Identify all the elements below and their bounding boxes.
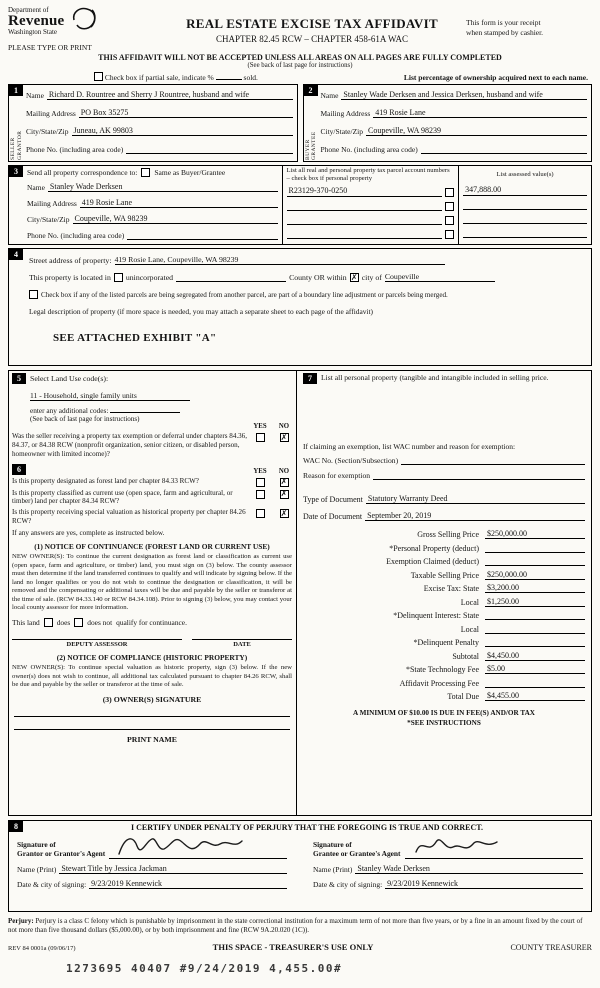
please-type-label: PLEASE TYPE OR PRINT bbox=[8, 43, 92, 52]
treasurer-space-label: THIS SPACE - TREASURER'S USE ONLY bbox=[212, 942, 374, 953]
parcel-numbers-column bbox=[283, 166, 460, 244]
affidavit-processing-fee-field[interactable] bbox=[485, 678, 585, 688]
seller-mailing-label: Mailing Address bbox=[26, 109, 76, 118]
q1-yes-checkbox[interactable] bbox=[256, 478, 265, 487]
q1-no-checkbox[interactable]: ✗ bbox=[280, 477, 288, 487]
street-address-label: Street address of property: bbox=[29, 256, 112, 265]
buyer-mailing-field[interactable]: 419 Rosie Lane bbox=[373, 108, 587, 118]
grantor-date-field[interactable]: 9/23/2019 Kennewick bbox=[89, 879, 287, 889]
print-name-label: PRINT NAME bbox=[127, 734, 177, 744]
parcel-4-personal-checkbox[interactable] bbox=[445, 230, 454, 239]
see-instructions-note: *SEE INSTRUCTIONS bbox=[407, 719, 481, 727]
fin-row-exemption: Exemption Claimed (deduct) bbox=[303, 556, 585, 566]
street-address-field[interactable]: 419 Rosie Lane, Coupeville, WA 98239 bbox=[115, 255, 445, 265]
grantor-signature-field[interactable] bbox=[109, 835, 287, 859]
grantee-name-print-field[interactable]: Stanley Wade Derksen bbox=[355, 864, 583, 874]
legal-description-label: Legal description of property (if more space is needed, you may attach a separate sheet to each page of the affidavit) bbox=[29, 307, 373, 316]
assessed-field-1[interactable]: 347,888.00 bbox=[463, 185, 587, 196]
grantor-certification: Signature of Grantor or Grantor's Agent Name (Print) Stewart Title by Jessica Jackman Date & city of signing: 9/23/2019 Kennewick bbox=[17, 835, 287, 889]
seller-grantor-rail: SELLER GRANTOR bbox=[10, 130, 23, 160]
receipt-note: This form is your receipt when stamped by cashier. bbox=[466, 18, 544, 37]
section-7-tab: 7 bbox=[303, 373, 317, 384]
fin-row-delinq-interest-state: *Delinquent Interest: State bbox=[303, 610, 585, 620]
section-6-tab: 6 bbox=[12, 464, 26, 475]
fin-row-excise-state: Excise Tax: State $3,200.00 bbox=[303, 583, 585, 593]
seller-phone-field[interactable] bbox=[126, 144, 292, 154]
s6-yes-no-header: YES NO bbox=[253, 467, 290, 475]
fin-row-personal: *Personal Property (deduct) bbox=[303, 543, 585, 553]
grantee-signature-field[interactable] bbox=[405, 835, 583, 859]
s5-question-text: Was the seller receiving a property tax exemption or deferral under chapters 84.36, 84.37, or 84.38 RCW (nonprofit organization, senior citizen, or disabled person, homeowner with limited income)? bbox=[12, 432, 248, 458]
grantee-date-label: Date & city of signing: bbox=[313, 880, 383, 889]
property-location-section bbox=[8, 248, 592, 366]
taxable-selling-price-field[interactable]: $250,000.00 bbox=[485, 570, 585, 580]
corr-mailing-label: Mailing Address bbox=[27, 199, 77, 208]
corr-phone-field[interactable] bbox=[127, 230, 277, 240]
exemption-claimed-field[interactable] bbox=[485, 556, 585, 566]
delinq-interest-state-field[interactable] bbox=[485, 610, 585, 620]
buyer-phone-label: Phone No. (including area code) bbox=[320, 145, 418, 154]
see-back-note: (See back of last page for instructions) bbox=[247, 62, 353, 69]
owner-signature-line-2[interactable] bbox=[14, 717, 290, 730]
grantor-signature bbox=[115, 832, 245, 862]
city-of-label: city of bbox=[361, 273, 382, 282]
section-1-tab: 1 bbox=[9, 85, 23, 96]
doc-type-label: Type of Document bbox=[303, 495, 363, 504]
personal-property-deduct-field[interactable] bbox=[485, 543, 585, 553]
corr-name-label: Name bbox=[27, 183, 45, 192]
footer-row bbox=[8, 942, 592, 952]
land-use-code-field[interactable]: 11 - Household, single family units bbox=[30, 391, 190, 401]
continuance-line: This land does does not qualify for continuance. bbox=[12, 618, 187, 628]
certify-statement: I CERTIFY UNDER PENALTY OF PERJURY THAT THE FOREGOING IS TRUE AND CORRECT. bbox=[130, 823, 483, 832]
city-checkbox[interactable]: ✗ bbox=[350, 272, 358, 282]
county-field[interactable] bbox=[176, 273, 286, 282]
perjury-notice bbox=[8, 917, 592, 935]
deputy-assessor-signature-line[interactable] bbox=[12, 639, 182, 640]
assessed-field-2[interactable] bbox=[463, 199, 587, 210]
buyer-citystatezip-field[interactable]: Coupeville, WA 98239 bbox=[366, 126, 587, 136]
corr-citystatezip-label: City/State/Zip bbox=[27, 215, 70, 224]
fin-row-delinq-interest-local: Local bbox=[303, 624, 585, 634]
dor-swoosh-icon bbox=[68, 6, 98, 37]
s6-q2-text: Is this property classified as current use (open space, farm and agricultural, or timber) land per chapter 84.34 RCW? bbox=[12, 488, 233, 506]
q2-no-checkbox[interactable]: ✗ bbox=[280, 489, 288, 499]
assessed-values-column bbox=[459, 166, 591, 244]
dor-logo bbox=[8, 6, 166, 52]
header bbox=[8, 6, 592, 52]
fin-row-delinq-penalty: *Delinquent Penalty bbox=[303, 637, 585, 647]
exhibit-a-text: SEE ATTACHED EXHIBIT "A" bbox=[53, 332, 217, 344]
gross-selling-price-field[interactable]: $250,000.00 bbox=[485, 529, 585, 539]
grantee-date-field[interactable]: 9/23/2019 Kennewick bbox=[385, 879, 583, 889]
county-treasurer-label: COUNTY TREASURER bbox=[510, 943, 592, 953]
county-or-label: County OR within bbox=[289, 273, 347, 282]
city-field[interactable]: Coupeville bbox=[385, 272, 495, 282]
parcel-1-personal-checkbox[interactable] bbox=[445, 188, 454, 197]
tax-column bbox=[297, 371, 591, 815]
parcel-field-3[interactable] bbox=[287, 214, 443, 225]
personal-property-label: List all personal property (tangible and intangible included in selling price. bbox=[321, 373, 549, 382]
q3-no-checkbox[interactable]: ✗ bbox=[280, 508, 288, 518]
segregated-checkbox[interactable] bbox=[29, 290, 38, 299]
seller-citystatezip-field[interactable]: Juneau, AK 99803 bbox=[72, 126, 293, 136]
excise-state-field[interactable]: $3,200.00 bbox=[485, 583, 585, 593]
cashier-stamp: 1273695 40407 #9/24/2019 4,455.00# bbox=[66, 962, 343, 976]
seller-phone-label: Phone No. (including area code) bbox=[26, 145, 124, 154]
deputy-date-line[interactable] bbox=[192, 639, 292, 640]
s5-see-back: (See back of last page for instructions) bbox=[30, 415, 140, 423]
parcel-field-1[interactable]: R23129-370-0250 bbox=[287, 186, 443, 197]
additional-codes-label: enter any additional codes: bbox=[30, 406, 109, 415]
segregated-label: Check box if any of the listed parcels are being segregated from another parcel, are part of a boundary line adjustment or parcels being merged. bbox=[41, 291, 448, 299]
send-correspondence-label: Send all property correspondence to: bbox=[27, 168, 138, 177]
seller-name-field[interactable]: Richard D. Rountree and Sherry J Rountree, husband and wife bbox=[47, 90, 293, 100]
corr-mailing-field[interactable]: 419 Rosie Lane bbox=[80, 198, 278, 208]
land-use-label: Select Land Use code(s): bbox=[30, 374, 109, 383]
s6-q1-text: Is this property designated as forest land per chapter 84.33 RCW? bbox=[12, 476, 199, 485]
assessed-header: List assessed value(s) bbox=[496, 171, 554, 178]
grantor-name-print-label: Name (Print) bbox=[17, 865, 57, 874]
deputy-assessor-label: DEPUTY ASSESSOR bbox=[66, 641, 128, 649]
fin-row-total-due: Total Due $4,455.00 bbox=[303, 691, 585, 701]
seller-name-label: Name bbox=[26, 91, 44, 100]
s5-exemption-question-row bbox=[12, 432, 292, 459]
seller-citystatezip-label: City/State/Zip bbox=[26, 127, 69, 136]
partial-sale-label: Check box if partial sale, indicate % bbox=[104, 73, 214, 82]
section-2-tab: 2 bbox=[304, 85, 318, 96]
chapter-line: CHAPTER 82.45 RCW – CHAPTER 458-61A WAC bbox=[216, 34, 408, 44]
exemption-claim-label: If claiming an exemption, list WAC number and reason for exemption: bbox=[303, 442, 516, 451]
notice2-body: NEW OWNER(S): To continue special valuation as historic property, sign (3) below. If the new owner(s) does not wish to continue, all additional tax calculated pursuant to chapter 84.26 RCW, shall be due and payable by the seller or transferor at the time of sale. bbox=[12, 664, 292, 689]
grantee-certification: Signature of Grantee or Grantee's Agent Name (Print) Stanley Wade Derksen Date & city of signing: 9/23/2019 Kennewick bbox=[313, 835, 583, 889]
fin-row-processing-fee: Affidavit Processing Fee bbox=[303, 678, 585, 688]
doc-date-field[interactable]: September 20, 2019 bbox=[365, 511, 585, 521]
form-number: REV 84 0001a (09/06/17) bbox=[8, 945, 76, 953]
assessed-field-3[interactable] bbox=[463, 213, 587, 224]
wac-field[interactable] bbox=[401, 455, 585, 465]
form-title: REAL ESTATE EXCISE TAX AFFIDAVIT bbox=[186, 16, 438, 31]
section-3-tab: 3 bbox=[9, 166, 23, 177]
grantor-date-label: Date & city of signing: bbox=[17, 880, 87, 889]
fin-row-subtotal: Subtotal $4,450.00 bbox=[303, 651, 585, 661]
seller-mailing-field[interactable]: PO Box 35275 bbox=[79, 108, 293, 118]
logo-dept-of: Department of bbox=[8, 6, 49, 14]
corr-name-field[interactable]: Stanley Wade Derksen bbox=[48, 182, 278, 192]
correspondence-section bbox=[8, 165, 592, 245]
personal-property-blank-area[interactable] bbox=[303, 384, 585, 436]
section-5-tab: 5 bbox=[12, 373, 26, 384]
grantee-signature bbox=[411, 834, 501, 862]
seller-section bbox=[8, 84, 298, 162]
s6-q1-row bbox=[12, 477, 292, 487]
parcel-field-4[interactable] bbox=[287, 228, 443, 239]
parcel-3-personal-checkbox[interactable] bbox=[445, 216, 454, 225]
if-any-yes-note: If any answers are yes, complete as instructed below. bbox=[12, 529, 165, 538]
state-tech-fee-field[interactable]: $5.00 bbox=[485, 664, 585, 674]
section-4-tab: 4 bbox=[9, 249, 23, 260]
buyer-citystatezip-label: City/State/Zip bbox=[320, 127, 363, 136]
unincorporated-checkbox[interactable] bbox=[114, 273, 123, 282]
unincorporated-label: unincorporated bbox=[125, 273, 174, 282]
parcel-field-2[interactable] bbox=[287, 200, 443, 211]
owner-signature-line-1[interactable] bbox=[14, 704, 290, 717]
reason-field[interactable] bbox=[373, 470, 585, 480]
s6-q3-text: Is this property receiving special valuation as historical property per chapter 84.26 RCW? bbox=[12, 508, 246, 526]
section-8-tab: 8 bbox=[9, 821, 23, 832]
additional-codes-field[interactable] bbox=[110, 404, 180, 413]
notice1-title: (1) NOTICE OF CONTINUANCE (FOREST LAND OR CURRENT USE) bbox=[34, 542, 270, 552]
logo-state: Washington State bbox=[8, 28, 58, 37]
corr-citystatezip-field[interactable]: Coupeville, WA 98239 bbox=[73, 214, 278, 224]
land-use-column bbox=[9, 371, 297, 815]
doc-date-label: Date of Document bbox=[303, 512, 363, 521]
perjury-label: Perjury: bbox=[8, 917, 34, 925]
parcel-2-personal-checkbox[interactable] bbox=[445, 202, 454, 211]
same-as-buyer-checkbox[interactable] bbox=[141, 168, 150, 177]
buyer-name-field[interactable]: Stanley Wade Derksen and Jessica Derksen, husband and wife bbox=[341, 90, 587, 100]
wac-label: WAC No. (Section/Subsection) bbox=[303, 456, 399, 465]
notice1-body: NEW OWNER(S): To continue the current designation as forest land or classification as current use (open space, farm and agriculture, or timber) land, you must sign on (3) below. The county assessor must then determine if the land transferred continues to qualify and will indicate by signing below. If the land no longer qualifies or you do not wish to continue the designation or classification, it will be removed and the compensating or additional taxes will be due and payable by the seller or transferor at the time of sale. (RCW 84.33.140 or RCW 84.34.108). Prior to signing (3) below, you may contact your local county assessor for more information. bbox=[12, 553, 292, 612]
logo-revenue: Revenue bbox=[8, 13, 65, 29]
grantee-name-print-label: Name (Print) bbox=[313, 865, 353, 874]
buyer-grantee-rail: BUYER GRANTEE bbox=[304, 131, 317, 160]
partial-sale-percent-field[interactable] bbox=[216, 71, 242, 80]
minimum-fee-note: A MINIMUM OF $10.00 IS DUE IN FEE(S) AND/OR TAX bbox=[353, 709, 535, 717]
buyer-mailing-label: Mailing Address bbox=[320, 109, 371, 118]
total-due-field[interactable]: $4,455.00 bbox=[485, 691, 585, 701]
buyer-section bbox=[303, 84, 593, 162]
q3-yes-checkbox[interactable] bbox=[256, 509, 265, 518]
fin-row-gross: Gross Selling Price $250,000.00 bbox=[303, 529, 585, 539]
located-in-label: This property is located in bbox=[29, 273, 111, 282]
doc-type-field[interactable]: Statutory Warranty Deed bbox=[366, 494, 585, 504]
acceptance-warning: THIS AFFIDAVIT WILL NOT BE ACCEPTED UNLESS ALL AREAS ON ALL PAGES ARE FULLY COMPLETED bbox=[98, 53, 502, 62]
ownership-note: List percentage of ownership acquired next to each name. bbox=[403, 73, 588, 82]
s5-yes-no-header: YES NO bbox=[253, 423, 290, 430]
s5-no-checkbox[interactable]: ✗ bbox=[280, 432, 288, 442]
delinq-penalty-field[interactable] bbox=[485, 637, 585, 647]
owners-signature-title: (3) OWNER(S) SIGNATURE bbox=[102, 694, 202, 704]
buyer-phone-field[interactable] bbox=[421, 144, 587, 154]
reason-label: Reason for exemption bbox=[303, 471, 371, 480]
certification-section bbox=[8, 820, 592, 912]
deputy-date-label: DATE bbox=[233, 641, 251, 649]
q2-yes-checkbox[interactable] bbox=[256, 490, 265, 499]
delinq-interest-local-field[interactable] bbox=[485, 624, 585, 634]
parcel-header: List all real and personal property tax parcel account numbers – check box if personal property bbox=[286, 167, 450, 182]
s5-yes-checkbox[interactable] bbox=[256, 433, 265, 442]
notice2-title: (2) NOTICE OF COMPLIANCE (HISTORIC PROPERTY) bbox=[56, 653, 248, 663]
partial-sale-suffix: sold. bbox=[243, 73, 258, 82]
partial-sale-checkbox[interactable] bbox=[94, 72, 103, 81]
fin-row-tech-fee: *State Technology Fee $5.00 bbox=[303, 664, 585, 674]
land-does-checkbox[interactable] bbox=[44, 618, 53, 627]
perjury-text: Perjury is a class C felony which is punishable by imprisonment in the state correctional institution for a maximum term of not more than five years, or by a fine in an amount fixed by the court of not more than five thousand dollars ($5,000.00), or by both imprisonment and fine (RCW 9A.20.020 (1C)). bbox=[8, 917, 583, 935]
fin-row-excise-local: Local $1,250.00 bbox=[303, 597, 585, 607]
same-as-buyer-label: Same as Buyer/Grantee bbox=[154, 168, 226, 177]
s6-q2-row bbox=[12, 489, 292, 507]
corr-phone-label: Phone No. (including area code) bbox=[27, 231, 125, 240]
buyer-name-label: Name bbox=[320, 91, 339, 100]
excise-local-field[interactable]: $1,250.00 bbox=[485, 597, 585, 607]
grantor-name-print-field[interactable]: Stewart Title by Jessica Jackman bbox=[59, 864, 287, 874]
fin-row-taxable: Taxable Selling Price $250,000.00 bbox=[303, 570, 585, 580]
partial-sale-row bbox=[94, 71, 588, 82]
assessed-field-4[interactable] bbox=[463, 227, 587, 238]
subtotal-field[interactable]: $4,450.00 bbox=[485, 651, 585, 661]
land-does-not-checkbox[interactable] bbox=[74, 618, 83, 627]
s6-q3-row bbox=[12, 508, 292, 526]
